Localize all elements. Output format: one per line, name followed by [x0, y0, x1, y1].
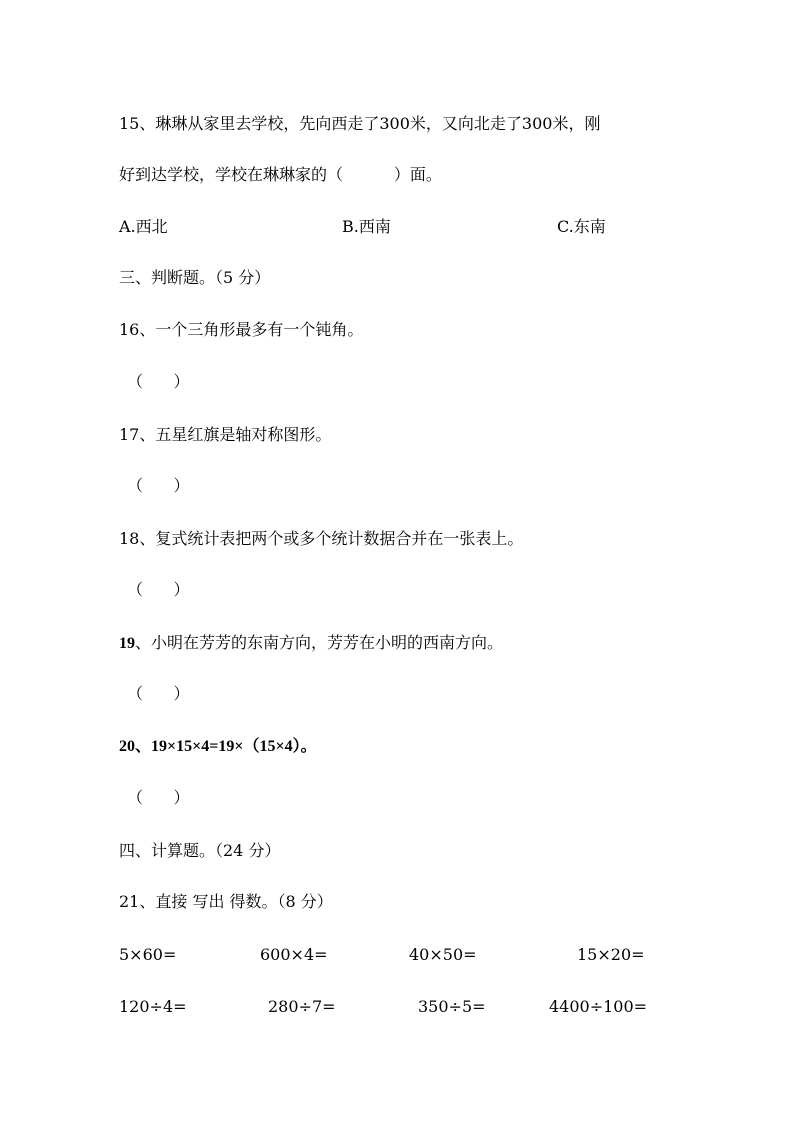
- section4-title: 四、计算题。（24 分）: [119, 841, 281, 860]
- calc-item: 600×4=: [260, 945, 328, 964]
- section3-title: 三、判断题。（5 分）: [119, 268, 271, 287]
- calc-item: 4400÷100=: [549, 997, 648, 1016]
- q15-line2: 好到达学校，学校在琳琳家的（ ）面。: [119, 165, 442, 184]
- q16-text: 16、一个三角形最多有一个钝角。: [119, 320, 364, 339]
- q19-answer-bracket: （ ）: [127, 684, 190, 703]
- q15-option-c: C.东南: [557, 217, 606, 236]
- q20-text: 20、19×15×4=19×（15×4）。: [119, 738, 317, 755]
- q19-line: [119, 633, 503, 654]
- q16-answer-bracket: （ ）: [127, 372, 190, 391]
- calc-item: 15×20=: [577, 945, 645, 964]
- q18-text: 18、复式统计表把两个或多个统计数据合并在一张表上。: [119, 529, 524, 548]
- q15-line1: 15、琳琳从家里去学校，先向西走了300米，又向北走了300米，刚: [119, 114, 601, 133]
- q17-text: 17、五星红旗是轴对称图形。: [119, 425, 332, 444]
- q21-title: 21、直接 写出 得数。（8 分）: [119, 892, 333, 911]
- q15-option-b: B.西南: [342, 217, 391, 236]
- calc-item: 280÷7=: [268, 997, 336, 1016]
- calc-item: 120÷4=: [119, 997, 187, 1016]
- calc-item: 5×60=: [119, 945, 177, 964]
- q18-answer-bracket: （ ）: [127, 580, 190, 599]
- q19-text: 、小明在芳芳的东南方向，芳芳在小明的西南方向。: [135, 633, 504, 652]
- calc-item: 40×50=: [409, 945, 477, 964]
- q19-number: 19: [119, 635, 135, 652]
- calc-item: 350÷5=: [418, 997, 486, 1016]
- q17-answer-bracket: （ ）: [127, 476, 190, 495]
- q20-answer-bracket: （ ）: [127, 788, 190, 807]
- q15-option-a: A.西北: [119, 217, 168, 236]
